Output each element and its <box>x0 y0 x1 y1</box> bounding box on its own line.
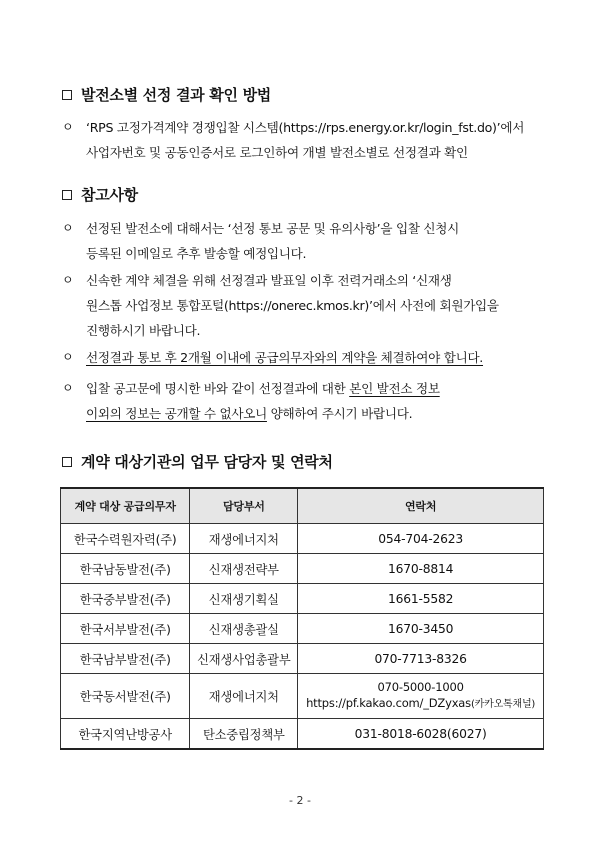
text-segment: )’에서 <box>492 120 525 135</box>
kakao-channel-note: (카카오톡채널) <box>470 699 536 710</box>
list-item <box>62 115 548 165</box>
table-row <box>61 524 544 554</box>
contact-cell: 1670-3450 <box>298 614 544 644</box>
text-line <box>86 293 548 318</box>
heading-text: 발전소별 선정 결과 확인 방법 <box>81 86 271 104</box>
text-segment: 원스톱 사업정보 통합포털( <box>86 298 229 313</box>
dept-cell: 재생에너지처 <box>190 674 298 719</box>
column-header: 담당부서 <box>190 488 298 524</box>
section-heading-result-check <box>62 84 271 105</box>
contact-cell: 031-8018-6028(6027) <box>298 719 544 750</box>
bullet-icon: ㅇ <box>62 273 74 287</box>
table-row <box>61 584 544 614</box>
org-cell: 한국남동발전(주) <box>61 554 190 584</box>
org-cell: 한국남부발전(주) <box>61 644 190 674</box>
text-line: 선정된 발전소에 대해서는 ‘선정 통보 공문 및 유의사항’을 입찰 신청시 <box>86 221 459 236</box>
bullet-icon: ㅇ <box>62 381 74 395</box>
contact-cell: 070-7713-8326 <box>298 644 544 674</box>
list-item <box>62 216 548 266</box>
checkbox-square-icon <box>62 190 72 200</box>
table-header-row <box>61 488 544 524</box>
text-segment: 입찰 공고문에 명시한 바와 같이 선정결과에 대한 <box>86 381 350 396</box>
list-item <box>62 268 548 343</box>
table-row <box>61 719 544 750</box>
bullet-icon: ㅇ <box>62 120 74 134</box>
rps-system-link[interactable]: https://rps.energy.or.kr/login_fst.do <box>283 120 493 135</box>
table-row <box>61 674 544 719</box>
underlined-text-line: 선정결과 통보 후 2개월 이내에 공급의무자와의 계약을 체결하여야 합니다. <box>86 350 484 365</box>
dept-cell: 신재생기획실 <box>190 584 298 614</box>
bullet-icon: ㅇ <box>62 350 74 364</box>
kakao-channel-line <box>302 695 539 713</box>
underlined-text: 이외의 정보는 공개할 수 없사오니 <box>86 406 267 421</box>
list-item <box>62 345 548 370</box>
table-row <box>61 644 544 674</box>
list-item <box>62 376 548 426</box>
contacts-table <box>60 487 544 750</box>
text-line: 등록된 이메일로 추후 발송할 예정입니다. <box>86 246 307 261</box>
column-header: 계약 대상 공급의무자 <box>61 488 190 524</box>
org-cell: 한국동서발전(주) <box>61 674 190 719</box>
text-segment: 양해하여 주시기 바랍니다. <box>266 406 413 421</box>
table-row <box>61 614 544 644</box>
onerec-portal-link[interactable]: https://onerec.kmos.kr <box>228 298 365 313</box>
org-cell: 한국중부발전(주) <box>61 584 190 614</box>
contact-cell: 054-704-2623 <box>298 524 544 554</box>
org-cell: 한국수력원자력(주) <box>61 524 190 554</box>
dept-cell: 재생에너지처 <box>190 524 298 554</box>
column-header: 연락처 <box>298 488 544 524</box>
dept-cell: 신재생사업총괄부 <box>190 644 298 674</box>
text-line <box>86 401 548 426</box>
dept-cell: 신재생총괄실 <box>190 614 298 644</box>
table-row <box>61 554 544 584</box>
contact-cell: 1661-5582 <box>298 584 544 614</box>
text-segment: ‘RPS 고정가격계약 경쟁입찰 시스템( <box>86 120 284 135</box>
page-number: - 2 - <box>289 794 311 807</box>
dept-cell: 탄소중립정책부 <box>190 719 298 750</box>
underlined-text: 본인 발전소 정보 <box>349 381 440 396</box>
contact-cell <box>298 674 544 719</box>
text-line: 진행하시기 바랍니다. <box>86 323 201 338</box>
heading-text: 계약 대상기관의 업무 담당자 및 연락처 <box>81 453 333 471</box>
checkbox-square-icon <box>62 90 72 100</box>
org-cell: 한국서부발전(주) <box>61 614 190 644</box>
section-heading-contacts <box>62 451 333 472</box>
org-cell: 한국지역난방공사 <box>61 719 190 750</box>
text-line: 신속한 계약 체결을 위해 선정결과 발표일 이후 전력거래소의 ‘신재생 <box>86 273 452 288</box>
text-line: 사업자번호 및 공동인증서로 로그인하여 개별 발전소별로 선정결과 확인 <box>86 145 468 160</box>
heading-text: 참고사항 <box>81 186 138 204</box>
section-heading-notes <box>62 184 138 205</box>
text-line <box>86 115 548 140</box>
phone-number: 070-5000-1000 <box>377 680 464 694</box>
text-segment: )’에서 사전에 회원가입을 <box>364 298 499 313</box>
dept-cell: 신재생전략부 <box>190 554 298 584</box>
checkbox-square-icon <box>62 457 72 467</box>
contact-cell: 1670-8814 <box>298 554 544 584</box>
bullet-icon: ㅇ <box>62 221 74 235</box>
kakao-channel-link[interactable]: https://pf.kakao.com/_DZyxas <box>306 696 471 710</box>
text-line <box>86 376 548 401</box>
